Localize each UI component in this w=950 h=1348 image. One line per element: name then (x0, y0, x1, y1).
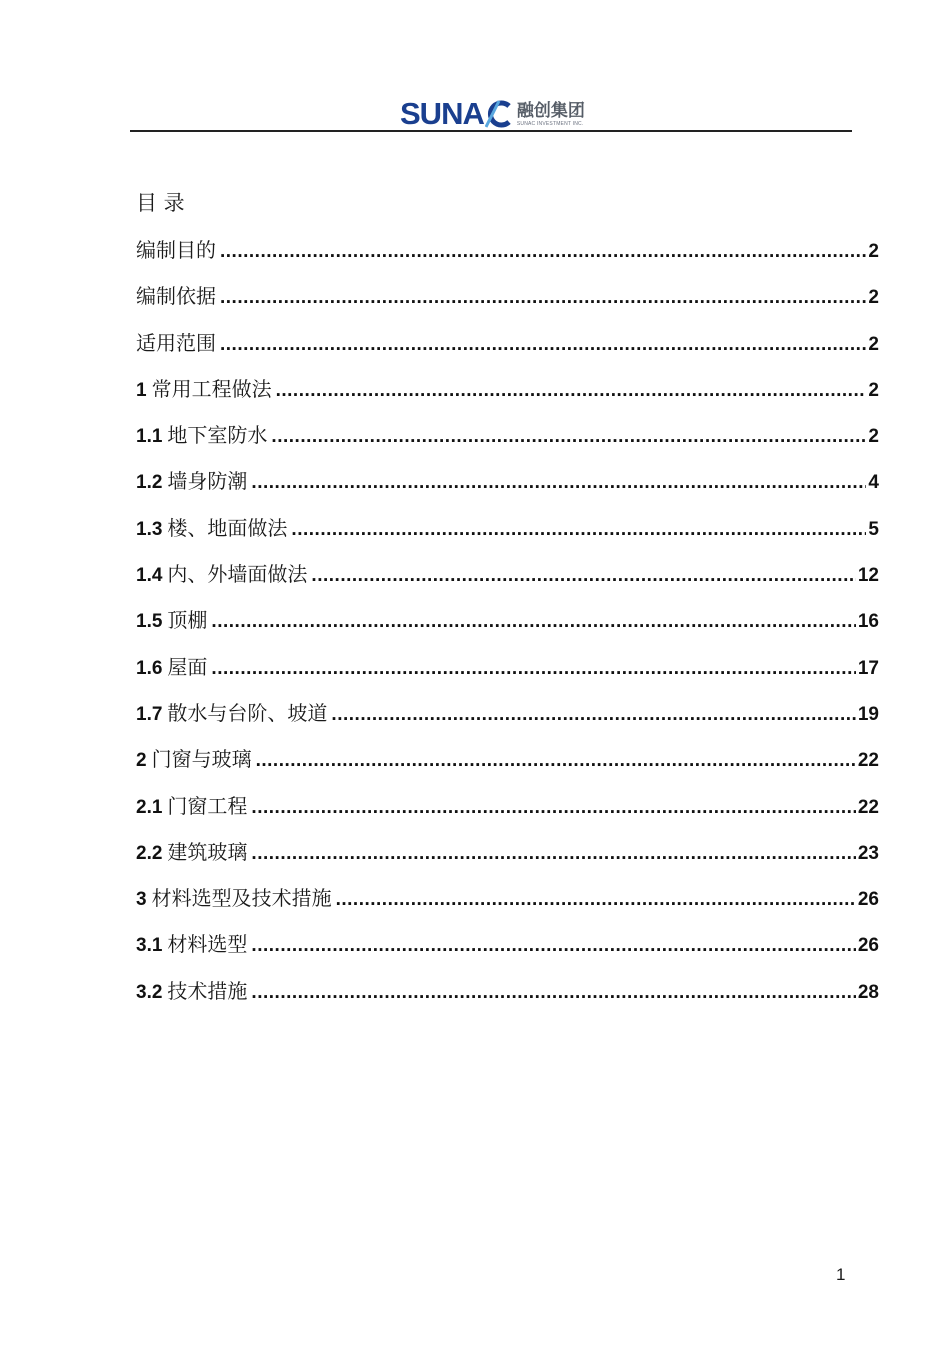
toc-entry-title: 屋面 (167, 654, 208, 679)
toc-entry-number: 1.7 (136, 703, 163, 725)
toc-dot-leader (220, 284, 866, 312)
toc-dot-leader (256, 747, 856, 775)
toc-entry[interactable] (136, 375, 879, 421)
toc-entry-number: 1.6 (136, 657, 163, 679)
toc-entry-page: 22 (857, 796, 879, 818)
toc-entry[interactable] (136, 282, 879, 328)
toc-entry-number: 1.2 (136, 472, 163, 494)
toc-entry-title: 建筑玻璃 (167, 839, 248, 864)
toc-dot-leader (331, 701, 855, 729)
toc-entry[interactable] (136, 653, 879, 699)
toc-dot-leader (211, 608, 855, 636)
toc-entry[interactable] (136, 745, 879, 791)
toc-entry[interactable] (136, 930, 879, 976)
logo-subtitle: SUNAC INVESTMENT INC. (516, 121, 584, 127)
toc-entry-number: 1.4 (136, 565, 163, 587)
toc-entry-title: 散水与台阶、坡道 (167, 700, 328, 725)
toc-dot-leader (291, 516, 866, 544)
toc-dot-leader (251, 840, 855, 868)
toc-entry-number: 3 (136, 889, 147, 911)
toc-entry[interactable] (136, 421, 879, 467)
toc-entry-title: 地下室防水 (167, 423, 268, 448)
logo-c-mark (485, 99, 513, 129)
toc-dot-leader (211, 655, 855, 683)
toc-entry-number: 1 (136, 379, 147, 401)
toc-entry-number: 3.2 (136, 981, 163, 1003)
toc-entry-page: 28 (857, 981, 879, 1003)
logo-wordmark-text: SUNA (400, 96, 484, 131)
toc-dot-leader (251, 932, 855, 960)
toc-entry-page: 4 (868, 472, 879, 494)
toc-entry-title: 适用范围 (136, 330, 216, 355)
toc-entry-title: 常用工程做法 (151, 376, 272, 401)
toc-entry-page: 12 (857, 565, 879, 587)
toc-entry-title: 门窗工程 (167, 793, 248, 818)
toc-dot-leader (271, 423, 866, 451)
toc-entry-title: 门窗与玻璃 (151, 747, 252, 772)
toc-entry-title: 内、外墙面做法 (167, 562, 308, 587)
toc-entry-page: 2 (868, 287, 879, 309)
toc-dot-leader (311, 562, 855, 590)
toc-entry[interactable] (136, 467, 879, 513)
toc-entry[interactable] (136, 977, 879, 1023)
toc-dot-leader (251, 469, 866, 497)
toc-entry[interactable] (136, 838, 879, 884)
toc-entry-title: 编制目的 (136, 238, 216, 262)
toc-entry-page: 2 (868, 333, 879, 355)
toc-entry-page: 16 (857, 611, 879, 633)
toc-entry[interactable] (136, 236, 879, 282)
logo-chinese-name: 融创集团 (516, 101, 585, 121)
toc-entry[interactable] (136, 606, 879, 652)
toc-entry-number: 1.3 (136, 518, 163, 540)
toc-entry-page: 2 (868, 241, 879, 262)
toc-entry[interactable] (136, 792, 879, 838)
toc-entry-number: 1.5 (136, 611, 163, 633)
toc-entry-title: 编制依据 (136, 284, 216, 309)
toc-entry-title: 技术措施 (167, 978, 248, 1003)
toc-entry-number: 2 (136, 750, 147, 772)
toc-entry-page: 26 (857, 935, 879, 957)
toc-entry-number: 1.1 (136, 426, 163, 448)
toc-dot-leader (251, 979, 855, 1007)
toc-entry-number: 2.1 (136, 796, 163, 818)
toc-entry-title: 材料选型 (167, 932, 248, 957)
sunac-logo (400, 97, 585, 131)
page-number: 1 (836, 1265, 846, 1284)
toc-dot-leader (251, 794, 855, 822)
logo-chinese-block (517, 101, 585, 127)
toc-entry-title: 材料选型及技术措施 (151, 886, 332, 911)
toc-dot-leader (220, 331, 866, 359)
toc-entry-number: 2.2 (136, 842, 163, 864)
header-divider (130, 130, 852, 132)
toc-entry[interactable] (136, 514, 879, 560)
toc-entry-page: 19 (857, 703, 879, 725)
toc-entry-page: 5 (868, 518, 879, 540)
toc-dot-leader (276, 377, 867, 405)
toc-entry-title: 顶棚 (167, 608, 208, 633)
toc-entry-page: 23 (857, 842, 879, 864)
table-of-contents (136, 236, 879, 1023)
toc-entry[interactable] (136, 329, 879, 375)
toc-entry[interactable] (136, 699, 879, 745)
toc-entry-title: 楼、地面做法 (167, 515, 288, 540)
toc-entry-page: 22 (857, 750, 879, 772)
toc-title: 目 录 (136, 191, 185, 215)
logo-wordmark (400, 97, 513, 131)
toc-entry-page: 17 (857, 657, 879, 679)
toc-entry-title: 墙身防潮 (167, 469, 248, 494)
toc-entry-number: 3.1 (136, 935, 163, 957)
toc-dot-leader (220, 238, 866, 266)
toc-entry[interactable] (136, 884, 879, 930)
toc-entry[interactable] (136, 560, 879, 606)
toc-entry-page: 26 (857, 889, 879, 911)
toc-entry-page: 2 (868, 379, 879, 401)
toc-dot-leader (336, 886, 856, 914)
toc-entry-page: 2 (868, 426, 879, 448)
